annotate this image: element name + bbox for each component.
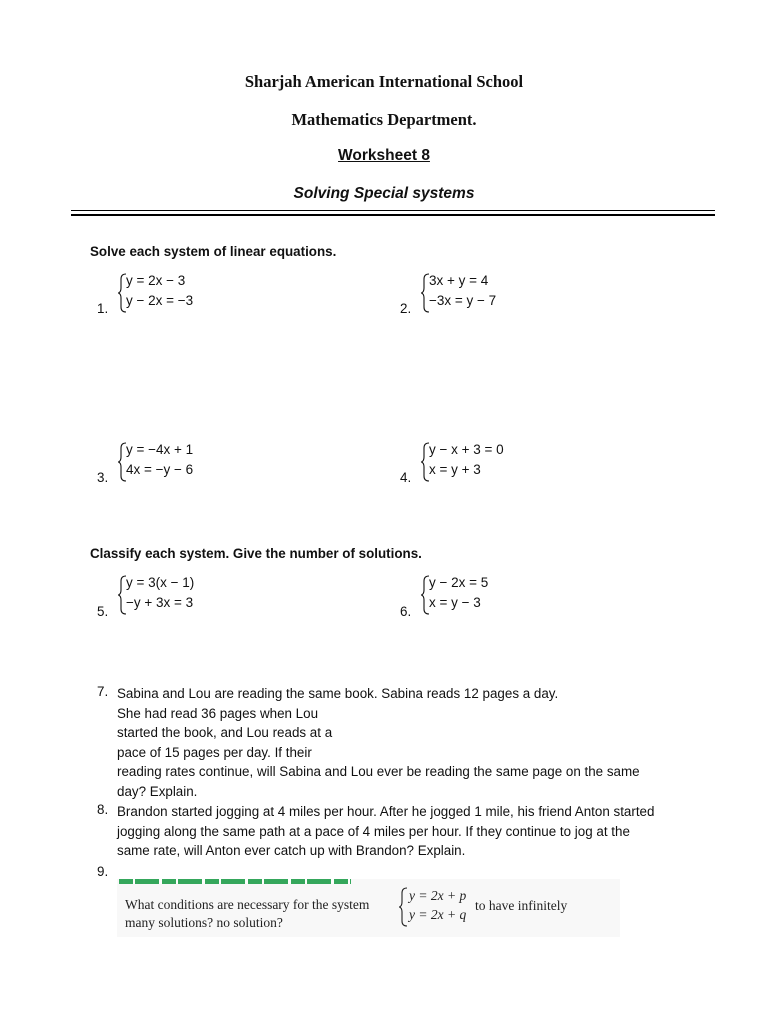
- equation-line-1: y − 2x = 5: [429, 575, 489, 590]
- textbook-excerpt-image: [117, 879, 620, 937]
- word-problem-7: [117, 684, 640, 801]
- equation-line-2: −y + 3x = 3: [126, 595, 194, 610]
- question-text-line-1: What conditions are necessary for the system: [125, 897, 370, 912]
- worksheet-title: Worksheet 8: [338, 147, 430, 164]
- equation-system-5: [118, 575, 228, 615]
- problem-line: pace of 15 pages per day. If their: [117, 744, 312, 760]
- equation-line-1: y = 2x − 3: [126, 273, 186, 288]
- problem-number-1: 1.: [97, 301, 109, 316]
- green-banner-fragment: [119, 879, 351, 884]
- problem-number-5: 5.: [97, 604, 109, 619]
- system-equation-1: y = 2x + p: [409, 888, 467, 903]
- equation-system-1: [118, 273, 228, 313]
- equation-system-6: [421, 575, 531, 615]
- problem-number-6: 6.: [400, 604, 412, 619]
- brace-icon: [399, 887, 409, 927]
- word-problem-8: [117, 802, 654, 861]
- equation-line-2: x = y − 3: [429, 595, 481, 610]
- problem-number-9: 9.: [97, 864, 109, 879]
- equation-line-1: y = 3(x − 1): [126, 575, 195, 590]
- department-name: Mathematics Department.: [291, 110, 477, 129]
- worksheet-topic: Solving Special systems: [293, 185, 475, 202]
- system-equation-2: y = 2x + q: [409, 907, 467, 922]
- header-divider-thick: [71, 214, 715, 216]
- problem-number-7: 7.: [97, 684, 109, 699]
- problem-number-4: 4.: [400, 470, 412, 485]
- problem-line: reading rates continue, will Sabina and Lou ever be reading the same page on the same: [117, 764, 640, 779]
- equation-line-2: 4x = −y − 6: [126, 462, 194, 477]
- equation-system-3: [118, 442, 228, 482]
- problem-line: same rate, will Anton ever catch up with Brandon? Explain.: [117, 843, 466, 858]
- problem-line: Brandon started jogging at 4 miles per hour. After he jogged 1 mile, his friend Anton started: [117, 804, 655, 819]
- equation-system-2: [421, 273, 531, 313]
- equation-line-2: −3x = y − 7: [429, 293, 497, 308]
- problem-number-2: 2.: [400, 301, 412, 316]
- problem-line: day? Explain.: [117, 783, 198, 799]
- problem-line: started the book, and Lou reads at a: [117, 725, 333, 740]
- school-name: Sharjah American International School: [244, 72, 524, 91]
- problem-line: jogging along the same path at a pace of 4 miles per hour. If they continue to jog at the: [117, 823, 630, 839]
- equation-line-1: 3x + y = 4: [429, 273, 489, 288]
- problem-number-3: 3.: [97, 470, 109, 485]
- equation-system-4: [421, 442, 531, 482]
- problem-number-8: 8.: [97, 802, 109, 817]
- problem-line: She had read 36 pages when Lou: [117, 705, 319, 721]
- equation-line-2: y − 2x = −3: [126, 293, 194, 308]
- equation-line-1: y = −4x + 1: [126, 442, 194, 457]
- problem-line: Sabina and Lou are reading the same book. Sabina reads 12 pages a day.: [117, 686, 559, 701]
- question-text-line-2: many solutions? no solution?: [125, 915, 283, 930]
- section2-heading: Classify each system. Give the number of solutions.: [90, 546, 422, 561]
- equation-line-2: x = y + 3: [429, 462, 481, 477]
- section1-heading: Solve each system of linear equations.: [90, 244, 337, 259]
- equation-line-1: y − x + 3 = 0: [429, 442, 504, 457]
- question-text-continuation: to have infinitely: [475, 898, 568, 913]
- header-divider-thin: [71, 210, 715, 211]
